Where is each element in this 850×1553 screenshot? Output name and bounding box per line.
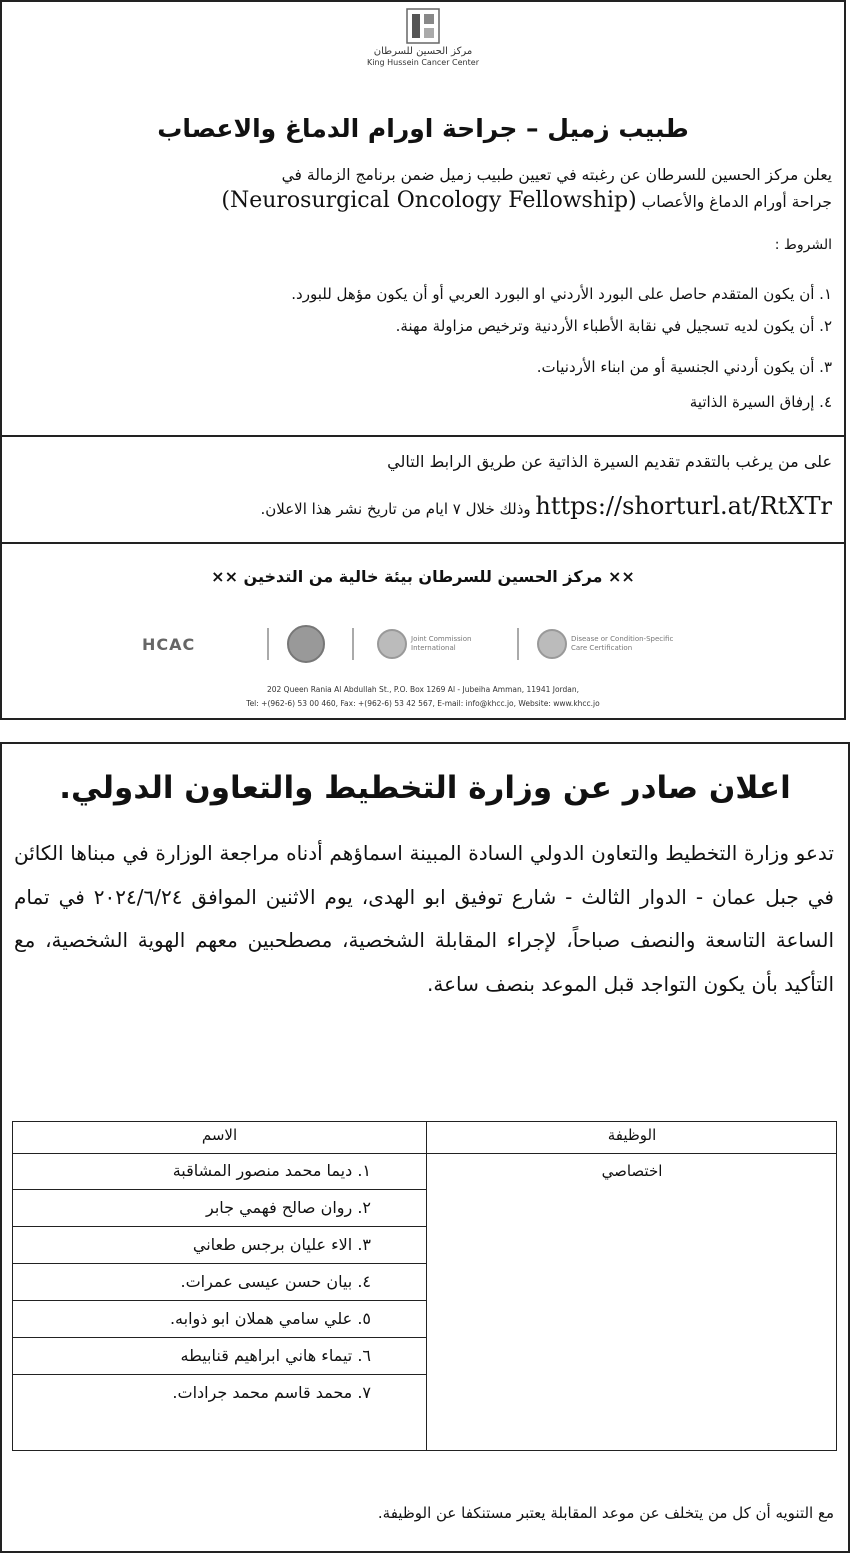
apply-url-link[interactable]: https://shorturl.at/RtXTr <box>535 492 832 520</box>
fellowship-english-name: (Neurosurgical Oncology Fellowship) <box>221 188 637 213</box>
dcsc-label: Disease or Condition-Specific Care Certification <box>571 635 674 652</box>
apply-instructions: على من يرغب بالتقدم تقديم السيرة الذاتية عن طريق الرابط التالي <box>387 452 832 471</box>
hcac-logo <box>142 622 252 666</box>
khcc-advertisement <box>0 0 846 720</box>
apply-link-line <box>6 492 832 520</box>
ad1-intro-line2 <box>6 188 832 215</box>
condition-item: ١. أن يكون المتقدم حاصل على البورد الأردني او البورد العربي أو أن يكون مؤهل للبورد. <box>291 285 832 303</box>
logo-arabic-text: مركز الحسين للسرطان <box>373 46 473 57</box>
ad2-note: مع التنويه أن كل من يتخلف عن موعد المقابلة يعتبر مستنكفا عن الوظيفة. <box>377 1504 834 1522</box>
contact-line: Tel: +(962-6) 53 00 460, Fax: +(962-6) 53 42 567, E-mail: info@khcc.jo, Website: www.khcc.jo <box>246 699 600 708</box>
khcc-logo <box>2 8 844 67</box>
hcac-label: HCAC <box>142 634 196 654</box>
ad2-title: اعلان صادر عن وزارة التخطيط والتعاون الدولي. <box>59 770 791 806</box>
address-line: 202 Queen Rania Al Abdullah St., P.O. Box 1269 Al - Jubeiha Amman, 11941 Jordan, <box>266 685 580 694</box>
jci-label: Joint Commission International <box>411 635 472 652</box>
table-row: ٣. الاء عليان برجس طعاني <box>13 1227 426 1264</box>
header-job: الوظيفة <box>607 1126 657 1144</box>
logo-separator <box>352 628 354 660</box>
table-row: ٦. تيماء هاني ابراهيم قنابيطه <box>13 1338 426 1375</box>
table-row: ٧. محمد قاسم محمد جرادات. <box>172 1383 371 1402</box>
conditions-heading: الشروط : <box>774 237 832 253</box>
section-divider <box>2 542 844 544</box>
condition-item: ٤. إرفاق السيرة الذاتية <box>689 393 832 411</box>
ad1-intro-line2-ar: جراحة أورام الدماغ والأعصاب <box>641 193 832 211</box>
ad1-title: طبيب زميل – جراحة اورام الدماغ والاعصاب <box>157 114 689 143</box>
condition-item: ٢. أن يكون لديه تسجيل في نقابة الأطباء الأردنية وترخيص مزاولة مهنة. <box>395 317 832 335</box>
accreditation-logos <box>142 622 702 666</box>
seal-icon <box>287 625 325 663</box>
dcsc-logo <box>537 622 697 666</box>
table-row: ١. ديما محمد منصور المشاقبة <box>13 1153 426 1190</box>
job-cell: اختصاصي <box>601 1162 663 1180</box>
ad1-intro-line1: يعلن مركز الحسين للسرطان عن رغبته في تعيين طبيب زميل ضمن برنامج الزمالة في <box>281 166 832 184</box>
ad1-intro <box>6 162 832 215</box>
apply-deadline: وذلك خلال ٧ ايام من تاريخ نشر هذا الاعلان. <box>260 500 531 518</box>
seal-logo <box>287 622 325 666</box>
candidates-table <box>12 1121 837 1451</box>
condition-item: ٣. أن يكون أردني الجنسية أو من ابناء الأردنيات. <box>536 358 832 376</box>
logo-separator <box>267 628 269 660</box>
logo-english-text: King Hussein Cancer Center <box>367 58 479 67</box>
section-divider <box>2 435 844 437</box>
smoke-free-notice: ×× مركز الحسين للسرطان بيئة خالية من التدخين ×× <box>211 567 635 586</box>
table-row: ٢. روان صالح فهمي جابر <box>13 1190 426 1227</box>
table-row: ٤. بيان حسن عيسى عمرات. <box>13 1264 426 1301</box>
table-row: ٥. علي سامي هملان ابو ذوابه. <box>13 1301 426 1338</box>
khcc-logo-icon <box>406 8 440 44</box>
jci-logo <box>377 622 507 666</box>
ad2-paragraph: تدعو وزارة التخطيط والتعاون الدولي السادة المبينة اسماؤهم أدناه مراجعة الوزارة في مبناها الكائن في جبل عمان - الدوار الثالث - شارع توفيق ابو الهدى، يوم الاثنين الموافق ٢٠٢٤/٦/٢٤ في تمام الساعة التاسعة والنصف صباحاً، لإجراء المقابلة الشخصية، مصطحبين معهم الهوية الشخصية، مع التأكيد بأن يكون التواجد قبل الموعد بنصف ساعة. <box>14 841 834 996</box>
dcsc-icon <box>537 629 567 659</box>
jci-icon <box>377 629 407 659</box>
header-name: الاسم <box>201 1126 238 1144</box>
mopic-advertisement <box>0 742 850 1553</box>
logo-separator <box>517 628 519 660</box>
